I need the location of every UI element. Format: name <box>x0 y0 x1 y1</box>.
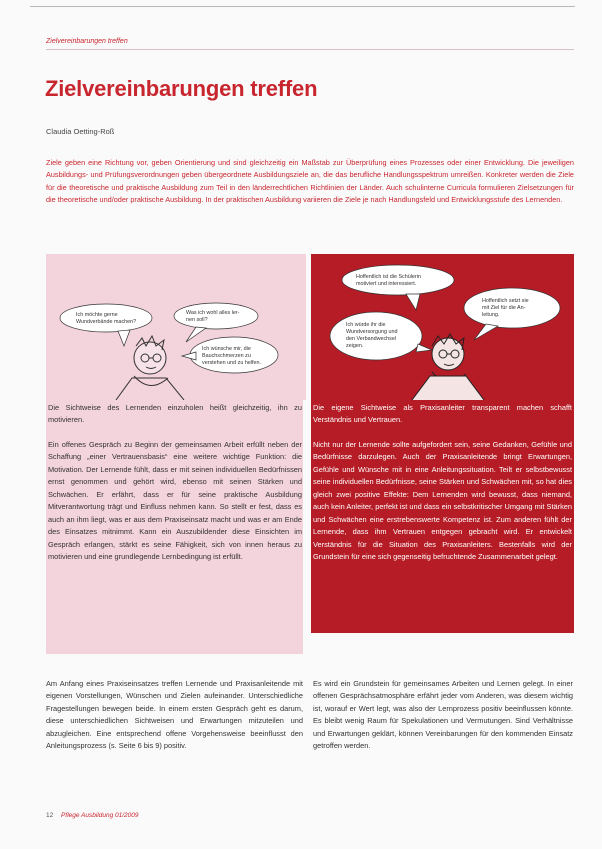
bubble-right-1-line2: motiviert und interessiert. <box>356 281 417 287</box>
bubble-left-3-line3: verstehen und zu helfen. <box>202 360 262 366</box>
header-rule <box>46 49 574 50</box>
bubble-right-2-line3: leitung. <box>482 312 500 318</box>
bubble-right-2-line2: mit Ziel für die An- <box>482 305 526 311</box>
running-head: Zielvereinbarungen treffen <box>46 38 128 45</box>
illustration <box>46 254 574 400</box>
page-number: 12 <box>46 812 54 819</box>
instructor-box <box>313 402 572 563</box>
author-line: Claudia Oetting-Roß <box>46 127 115 136</box>
bubble-right-3-line2: Wundversorgung und <box>346 329 398 335</box>
illustration-svg <box>46 254 574 400</box>
bubble-right-3-line1: Ich würde ihr die <box>346 322 386 328</box>
learner-box <box>48 402 302 563</box>
article-title: Zielvereinbarungen treffen <box>45 76 318 101</box>
bubble-left-1-line1: Ich möchte gerne <box>76 312 118 318</box>
bubble-right-3-line3: den Verbandwechsel <box>346 336 397 342</box>
body-column-right: Es wird ein Grundstein für gemeinsames Arbeiten und Lernen gelegt. In einer offenen Gesprächsatmosphäre erfährt jeder vom Anderen, was diesem wichtig ist, worauf er Wert legt, was also der Lernprozess positiv beeinflussen könnte. Es bleibt wenig Raum für Spekulationen und Vermutungen. Sind Verhältnisse und Erwartungen geklärt, können Vereinbarungen für den kommenden Einsatz getroffen werden. <box>313 679 573 751</box>
bubble-left-1-line2: Wundverbände machen? <box>76 319 137 325</box>
bubble-left-3-line1: Ich wünsche mir, die <box>202 346 251 352</box>
bubble-left-2-line1: Was ich wohl alles ler- <box>186 310 240 316</box>
body-column-left: Am Anfang eines Praxiseinsatzes treffen Lernende und Praxisanleitende mit eigenen Vorstellungen, Wünschen und Zielen aufeinander. Unterschiedliche Fragestellungen bewegen beide. In einem ersten Gespräch geht es darum, diese unterschiedlichen Sichtweisen und Erwartungen mitzuteilen und abzugleichen. Eine entsprechend offene Vorgehensweise beeinflusst den Anleitungsprozess (s. Seite 6 bis 9) positiv. <box>46 679 303 751</box>
top-rule <box>30 6 575 7</box>
instructor-box-lead: Die eigene Sichtweise als Praxisanleiter transparent machen schafft Verständnis und Vertrauen. <box>313 403 572 425</box>
instructor-box-body: Nicht nur der Lernende sollte aufgefordert sein, seine Gedanken, Gefühle und Bedürfnisse darzulegen. Auch der Praxisanleitende bringt Erwartungen, Gefühle und Wünsche mit in eine Anleitungssituation. Teilt er selbstbewusst seine individuellen Bedürfnisse, seine Stärken und Schwächen mit, so hat dies gleich zwei positive Effekte: Dem Lernenden wird bewusst, dass niemand, auch kein Anleiter, perfekt ist und dass ein selbstkritischer Umgang mit Stärken und Schwächen eine erstrebenswerte Kompetenz ist. Zum anderen fühlt der Lernende, dass ihm Vertrauen entgegen gebracht wird. Er entwickelt Verständnis für die Situation des Praxisanleiters. Bestenfalls wird der Grundstein für eine sich gegenseitig befruchtende Zusammenarbeit gelegt. <box>313 439 572 561</box>
bubble-left-2-line2: nen soll? <box>186 317 208 323</box>
intro-paragraph: Ziele geben eine Richtung vor, geben Orientierung und sind gleichzeitig ein Maßstab zur Überprüfung eines Prozesses oder einer Entwicklung. Die jeweiligen Ausbildungs- und Prüfungsverordnungen geben übergeordnete Ausbildungsziele an, die das berufliche Handlungsspektrum umreißen. Konkreter werden die Ziele für die theoretische und praktische Ausbildung zum Teil in den länderrechtlichen Richtlinien der Länder. Auch schulinterne Curricula formulieren Zielsetzungen für die theoretische und/oder praktische Ausbildung. In der praktischen Ausbildung variieren die Ziele je nach Handlungsfeld und Entwicklungsstufe des Lernenden. <box>46 158 574 204</box>
learner-box-body: Ein offenes Gespräch zu Beginn der gemeinsamen Arbeit erfüllt neben der Schaffung „einer Vertrauensbasis“ eine weitere wichtige Funktion: die Motivation. Der Lernende fühlt, dass er mit seinen individuellen Bedürfnissen ernst genommen und gehört wird, ebenso mit seinen Stärken und Schwächen. Er erfährt, dass er für seine praktische Ausbildung Mitverantwortung trägt und Einfluss nehmen kann. So stellt er fest, dass es auch an ihm liegt, was er aus dem Praxiseinsatz macht und was er am Ende des Einsatzes mitnimmt. Kann ein Auszubildender diese Einsichten im Gespräch erlangen, stärkt es seine Fähigkeit, sich von innen heraus zu motivieren und eine grundlegende Lernbedingung ist erfüllt. <box>48 439 302 561</box>
bubble-right-1-line1: Hoffentlich ist die Schülerin <box>356 274 421 280</box>
journal-name: Pflege Ausbildung 01/2009 <box>61 812 139 819</box>
bubble-right-2-line1: Hoffentlich setzt sie <box>482 298 529 304</box>
learner-box-lead: Die Sichtweise des Lernenden einzuholen heißt gleichzeitig, ihn zu motivieren. <box>48 403 302 425</box>
bubble-left-3-line2: Bauchschmerzen zu <box>202 353 251 359</box>
bubble-right-3-line4: zeigen. <box>346 343 364 349</box>
page-footer <box>46 812 139 819</box>
